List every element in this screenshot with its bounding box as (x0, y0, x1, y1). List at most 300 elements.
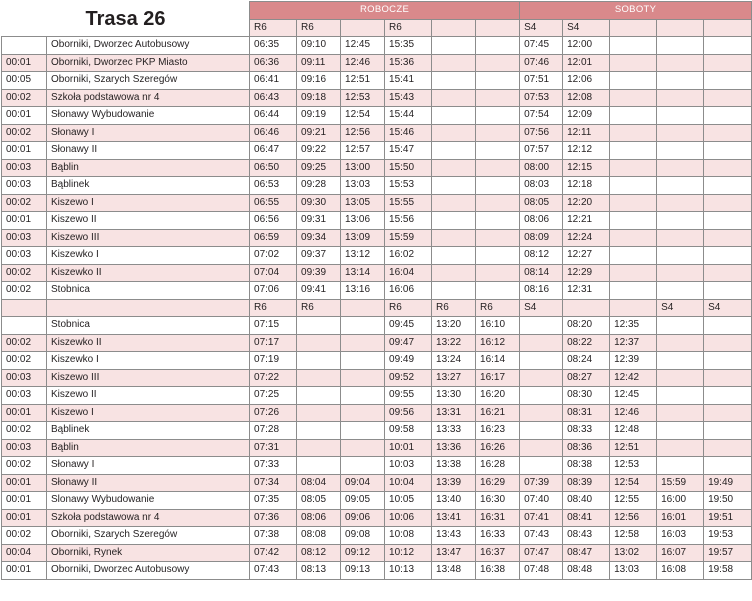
travel-time: 00:01 (2, 492, 47, 510)
departure-time: 13:36 (432, 439, 476, 457)
departure-time: 07:02 (250, 247, 297, 265)
departure-time: 09:05 (341, 492, 385, 510)
departure-time (657, 107, 704, 125)
stop-name: Kiszewo II (47, 212, 250, 230)
departure-time (610, 212, 657, 230)
departure-time: 08:30 (563, 387, 610, 405)
departure-time: 08:06 (297, 509, 341, 527)
departure-time (432, 282, 476, 300)
departure-time: 08:22 (563, 334, 610, 352)
departure-time (657, 159, 704, 177)
departure-time (432, 159, 476, 177)
departure-time (610, 282, 657, 300)
departure-time (432, 177, 476, 195)
departure-time (657, 37, 704, 55)
departure-time: 09:39 (297, 264, 341, 282)
departure-time: 16:01 (657, 509, 704, 527)
departure-time (432, 142, 476, 160)
departure-time: 13:30 (432, 387, 476, 405)
travel-time: 00:02 (2, 89, 47, 107)
departure-time: 09:47 (385, 334, 432, 352)
departure-time (432, 194, 476, 212)
departure-time: 09:56 (385, 404, 432, 422)
timetable-row (2, 177, 752, 195)
departure-time: 15:47 (385, 142, 432, 160)
departure-time: 09:49 (385, 352, 432, 370)
departure-time: 13:27 (432, 369, 476, 387)
travel-time: 00:05 (2, 72, 47, 90)
departure-time: 09:06 (341, 509, 385, 527)
group-robocze: ROBOCZE (250, 2, 520, 20)
departure-time (297, 317, 341, 335)
travel-time: 00:01 (2, 107, 47, 125)
departure-time (520, 439, 563, 457)
departure-time (476, 264, 520, 282)
timetable-row (2, 387, 752, 405)
departure-time: 09:45 (385, 317, 432, 335)
departure-time (610, 194, 657, 212)
departure-time (704, 352, 752, 370)
departure-time: 12:39 (610, 352, 657, 370)
departure-time (610, 142, 657, 160)
departure-time: 15:41 (385, 72, 432, 90)
departure-time (704, 107, 752, 125)
travel-time: 00:02 (2, 282, 47, 300)
departure-time: 15:53 (385, 177, 432, 195)
timetable-row (2, 124, 752, 142)
timetable-row (2, 334, 752, 352)
departure-time: 07:15 (250, 317, 297, 335)
departure-time (657, 422, 704, 440)
travel-time: 00:02 (2, 457, 47, 475)
departure-time (476, 142, 520, 160)
departure-time: 12:55 (610, 492, 657, 510)
departure-time: 12:20 (563, 194, 610, 212)
departure-time (704, 37, 752, 55)
departure-time (297, 422, 341, 440)
departure-time (610, 159, 657, 177)
departure-time (704, 159, 752, 177)
departure-time (704, 247, 752, 265)
departure-time (610, 54, 657, 72)
route-title: Trasa 26 (2, 2, 250, 37)
departure-time: 07:43 (520, 527, 563, 545)
departure-time: 12:29 (563, 264, 610, 282)
departure-time: 08:05 (520, 194, 563, 212)
departure-time: 08:43 (563, 527, 610, 545)
timetable-row (2, 527, 752, 545)
departure-time: 06:43 (250, 89, 297, 107)
departure-time (657, 457, 704, 475)
departure-time: 16:10 (476, 317, 520, 335)
departure-time (432, 212, 476, 230)
departure-time (476, 124, 520, 142)
departure-time (610, 37, 657, 55)
travel-time: 00:01 (2, 404, 47, 422)
departure-time: 19:58 (704, 562, 752, 580)
stop-name: Słonawy II (47, 142, 250, 160)
departure-time: 10:01 (385, 439, 432, 457)
timetable-row (2, 247, 752, 265)
departure-time: 07:35 (250, 492, 297, 510)
departure-time (297, 457, 341, 475)
departure-time: 07:46 (520, 54, 563, 72)
header-blank (2, 299, 47, 317)
departure-time (657, 439, 704, 457)
stop-name: Kiszewko I (47, 352, 250, 370)
stop-name: Kiszewko II (47, 334, 250, 352)
departure-time: 07:36 (250, 509, 297, 527)
travel-time: 00:03 (2, 229, 47, 247)
header-blank (47, 299, 250, 317)
departure-time: 07:19 (250, 352, 297, 370)
departure-time: 12:57 (341, 142, 385, 160)
travel-time: 00:02 (2, 352, 47, 370)
departure-time (476, 212, 520, 230)
departure-time (704, 194, 752, 212)
departure-time (520, 422, 563, 440)
departure-time (341, 457, 385, 475)
departure-time: 07:25 (250, 387, 297, 405)
departure-time: 13:03 (341, 177, 385, 195)
departure-time: 09:16 (297, 72, 341, 90)
stop-name: Szkoła podstawowa nr 4 (47, 509, 250, 527)
departure-time: 12:24 (563, 229, 610, 247)
departure-time: 10:05 (385, 492, 432, 510)
departure-time: 08:48 (563, 562, 610, 580)
departure-time: 12:08 (563, 89, 610, 107)
timetable-row (2, 352, 752, 370)
service-code: R6 (385, 299, 432, 317)
departure-time (610, 124, 657, 142)
departure-time: 13:39 (432, 474, 476, 492)
departure-time: 08:00 (520, 159, 563, 177)
departure-time (476, 282, 520, 300)
departure-time (610, 247, 657, 265)
timetable-row (2, 544, 752, 562)
departure-time (610, 177, 657, 195)
departure-time (657, 177, 704, 195)
departure-time: 07:41 (520, 509, 563, 527)
departure-time (657, 282, 704, 300)
departure-time (520, 387, 563, 405)
stop-name: Slonawy Wybudowanie (47, 492, 250, 510)
service-code (341, 299, 385, 317)
service-code: R6 (476, 299, 520, 317)
stop-name: Słonawy Wybudowanie (47, 107, 250, 125)
departure-time: 07:33 (250, 457, 297, 475)
departure-time (520, 369, 563, 387)
service-code: R6 (297, 299, 341, 317)
departure-time: 07:54 (520, 107, 563, 125)
stop-name: Kiszewko II (47, 264, 250, 282)
departure-time: 13:12 (341, 247, 385, 265)
timetable (1, 1, 752, 580)
departure-time: 12:56 (610, 509, 657, 527)
departure-time (297, 439, 341, 457)
departure-time (704, 212, 752, 230)
departure-time (704, 422, 752, 440)
departure-time: 08:12 (520, 247, 563, 265)
travel-time: 00:01 (2, 562, 47, 580)
departure-time: 08:33 (563, 422, 610, 440)
departure-time (476, 72, 520, 90)
departure-time (610, 89, 657, 107)
stop-name: Bąblinek (47, 177, 250, 195)
departure-time: 12:53 (341, 89, 385, 107)
departure-time: 13:09 (341, 229, 385, 247)
departure-time: 13:03 (610, 562, 657, 580)
departure-time: 16:29 (476, 474, 520, 492)
travel-time: 00:01 (2, 509, 47, 527)
service-code (704, 19, 752, 37)
departure-time: 16:07 (657, 544, 704, 562)
departure-time (520, 404, 563, 422)
departure-time: 07:38 (250, 527, 297, 545)
departure-time: 09:19 (297, 107, 341, 125)
departure-time: 12:31 (563, 282, 610, 300)
departure-time: 08:08 (297, 527, 341, 545)
stop-name: Słonawy I (47, 457, 250, 475)
departure-time: 16:33 (476, 527, 520, 545)
departure-time (341, 422, 385, 440)
departure-time: 07:28 (250, 422, 297, 440)
travel-time: 00:02 (2, 124, 47, 142)
departure-time: 10:08 (385, 527, 432, 545)
service-code (563, 299, 610, 317)
travel-time: 00:02 (2, 264, 47, 282)
departure-time: 07:04 (250, 264, 297, 282)
departure-time: 07:53 (520, 89, 563, 107)
departure-time (657, 317, 704, 335)
timetable-row (2, 404, 752, 422)
departure-time (476, 159, 520, 177)
timetable-row (2, 457, 752, 475)
departure-time: 09:55 (385, 387, 432, 405)
departure-time (432, 37, 476, 55)
travel-time: 00:03 (2, 247, 47, 265)
stop-name: Oborniki, Dworzec Autobusowy (47, 37, 250, 55)
departure-time: 12:46 (610, 404, 657, 422)
service-code (476, 19, 520, 37)
departure-time: 08:05 (297, 492, 341, 510)
departure-time (297, 369, 341, 387)
departure-time (341, 317, 385, 335)
departure-time (476, 194, 520, 212)
departure-time: 15:43 (385, 89, 432, 107)
stop-name: Bąblinek (47, 422, 250, 440)
stop-name: Bąblin (47, 439, 250, 457)
departure-time: 07:48 (520, 562, 563, 580)
departure-time: 16:21 (476, 404, 520, 422)
service-code: S4 (704, 299, 752, 317)
timetable-row (2, 194, 752, 212)
departure-time: 08:36 (563, 439, 610, 457)
departure-time (520, 334, 563, 352)
departure-time: 08:39 (563, 474, 610, 492)
departure-time: 08:09 (520, 229, 563, 247)
departure-time: 07:51 (520, 72, 563, 90)
departure-time: 16:08 (657, 562, 704, 580)
stop-name: Kiszewo III (47, 369, 250, 387)
timetable-row (2, 54, 752, 72)
departure-time: 12:35 (610, 317, 657, 335)
departure-time: 09:21 (297, 124, 341, 142)
departure-time: 07:45 (520, 37, 563, 55)
departure-time (341, 387, 385, 405)
timetable-row (2, 317, 752, 335)
departure-time: 13:48 (432, 562, 476, 580)
departure-time: 16:28 (476, 457, 520, 475)
departure-time (657, 194, 704, 212)
departure-time: 08:06 (520, 212, 563, 230)
departure-time: 07:43 (250, 562, 297, 580)
timetable-row (2, 264, 752, 282)
departure-time: 13:33 (432, 422, 476, 440)
departure-time: 08:31 (563, 404, 610, 422)
departure-time: 09:11 (297, 54, 341, 72)
stop-name: Kiszewko I (47, 247, 250, 265)
departure-time: 13:41 (432, 509, 476, 527)
timetable-row (2, 369, 752, 387)
departure-time: 08:16 (520, 282, 563, 300)
departure-time (432, 89, 476, 107)
departure-time: 12:42 (610, 369, 657, 387)
timetable-row (2, 37, 752, 55)
departure-time: 09:22 (297, 142, 341, 160)
departure-time: 08:20 (563, 317, 610, 335)
departure-time: 06:50 (250, 159, 297, 177)
departure-time: 19:50 (704, 492, 752, 510)
departure-time (341, 352, 385, 370)
departure-time (341, 404, 385, 422)
departure-time: 12:46 (341, 54, 385, 72)
departure-time (520, 457, 563, 475)
timetable-row (2, 474, 752, 492)
departure-time: 06:46 (250, 124, 297, 142)
departure-time: 12:45 (341, 37, 385, 55)
stop-name: Kiszewo I (47, 194, 250, 212)
departure-time: 09:34 (297, 229, 341, 247)
departure-time (476, 247, 520, 265)
departure-time: 06:55 (250, 194, 297, 212)
departure-time (432, 124, 476, 142)
departure-time: 13:14 (341, 264, 385, 282)
departure-time: 13:02 (610, 544, 657, 562)
departure-time: 09:25 (297, 159, 341, 177)
departure-time (704, 177, 752, 195)
service-code: R6 (250, 19, 297, 37)
departure-time: 09:10 (297, 37, 341, 55)
departure-time (704, 142, 752, 160)
departure-time: 07:06 (250, 282, 297, 300)
departure-time: 07:40 (520, 492, 563, 510)
departure-time: 16:38 (476, 562, 520, 580)
departure-time: 08:27 (563, 369, 610, 387)
departure-time (432, 72, 476, 90)
departure-time: 09:31 (297, 212, 341, 230)
timetable-row (2, 422, 752, 440)
travel-time: 00:01 (2, 54, 47, 72)
departure-time (657, 404, 704, 422)
service-header-row (2, 299, 752, 317)
departure-time: 15:56 (385, 212, 432, 230)
departure-time: 12:51 (341, 72, 385, 90)
departure-time: 10:04 (385, 474, 432, 492)
departure-time (704, 334, 752, 352)
departure-time (432, 247, 476, 265)
travel-time: 00:02 (2, 527, 47, 545)
departure-time: 09:18 (297, 89, 341, 107)
stop-name: Oborniki, Szarych Szeregów (47, 527, 250, 545)
travel-time: 00:03 (2, 159, 47, 177)
departure-time: 12:58 (610, 527, 657, 545)
departure-time: 13:05 (341, 194, 385, 212)
departure-time (610, 264, 657, 282)
departure-time: 06:35 (250, 37, 297, 55)
departure-time: 08:38 (563, 457, 610, 475)
departure-time (476, 54, 520, 72)
departure-time: 16:37 (476, 544, 520, 562)
departure-time: 12:01 (563, 54, 610, 72)
timetable-row (2, 562, 752, 580)
departure-time (657, 369, 704, 387)
stop-name: Stobnica (47, 317, 250, 335)
departure-time (610, 72, 657, 90)
departure-time: 08:04 (297, 474, 341, 492)
departure-time (520, 317, 563, 335)
departure-time: 12:21 (563, 212, 610, 230)
departure-time: 19:53 (704, 527, 752, 545)
stop-name: Oborniki, Rynek (47, 544, 250, 562)
service-code: R6 (385, 19, 432, 37)
departure-time (704, 439, 752, 457)
departure-time: 06:47 (250, 142, 297, 160)
service-code: R6 (432, 299, 476, 317)
departure-time: 16:31 (476, 509, 520, 527)
timetable-row (2, 229, 752, 247)
departure-time: 12:06 (563, 72, 610, 90)
departure-time (657, 72, 704, 90)
departure-time (704, 404, 752, 422)
departure-time: 06:59 (250, 229, 297, 247)
departure-time (657, 229, 704, 247)
stop-name: Słonawy I (47, 124, 250, 142)
departure-time: 10:06 (385, 509, 432, 527)
departure-time: 19:57 (704, 544, 752, 562)
departure-time (704, 72, 752, 90)
departure-time: 10:13 (385, 562, 432, 580)
departure-time: 07:17 (250, 334, 297, 352)
stop-name: Stobnica (47, 282, 250, 300)
departure-time (704, 369, 752, 387)
service-code: R6 (250, 299, 297, 317)
group-soboty: SOBOTY (520, 2, 752, 20)
stop-name: Kiszewo II (47, 387, 250, 405)
departure-time: 16:17 (476, 369, 520, 387)
travel-time: 00:02 (2, 422, 47, 440)
departure-time: 15:55 (385, 194, 432, 212)
departure-time (476, 107, 520, 125)
service-code (432, 19, 476, 37)
service-code (610, 299, 657, 317)
departure-time (610, 107, 657, 125)
departure-time: 08:03 (520, 177, 563, 195)
departure-time (704, 457, 752, 475)
departure-time (610, 229, 657, 247)
service-code: R6 (297, 19, 341, 37)
departure-time: 16:23 (476, 422, 520, 440)
